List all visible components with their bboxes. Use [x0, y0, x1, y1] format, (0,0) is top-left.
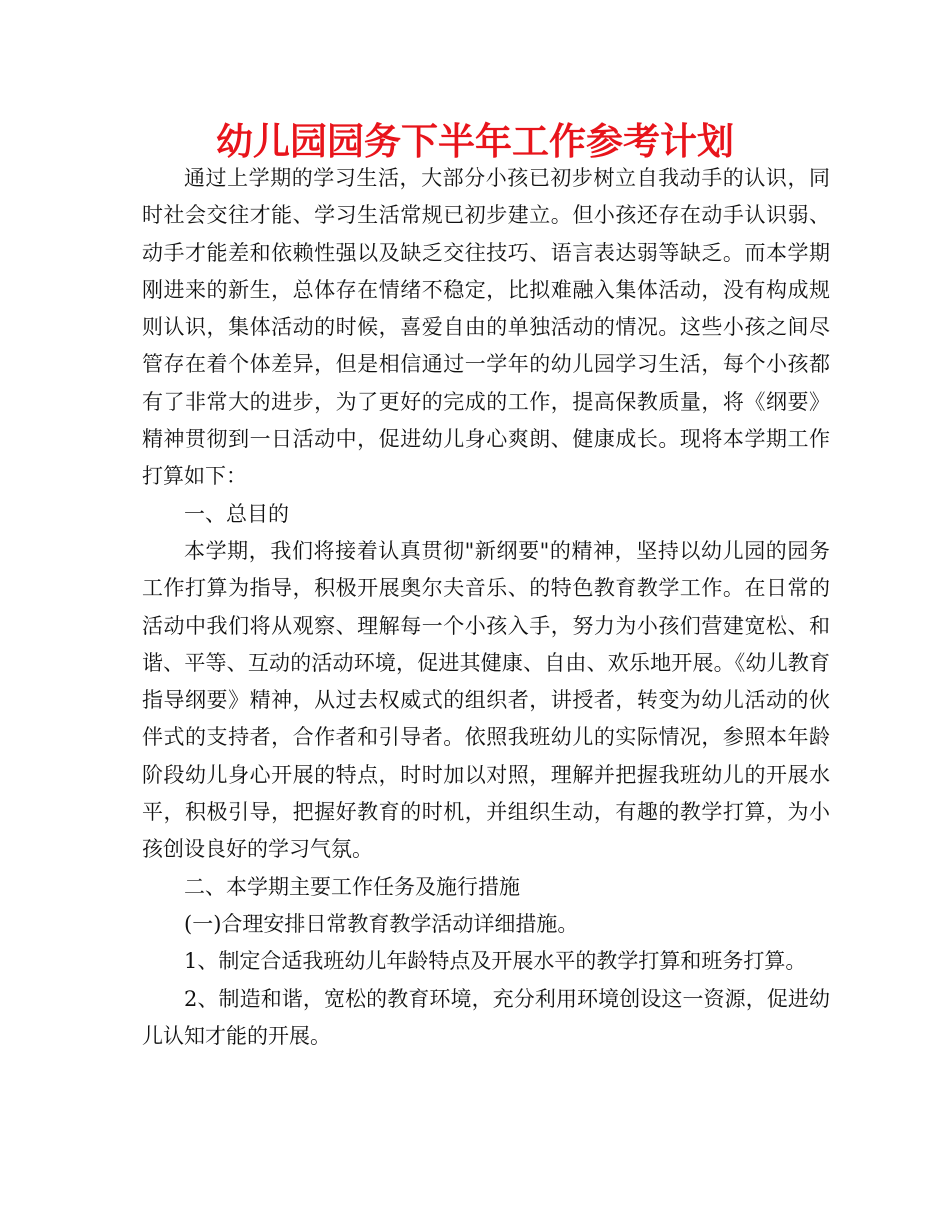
paragraph-intro: 通过上学期的学习生活，大部分小孩已初步树立自我动手的认识，同时社会交往才能、学习生活常规已初步建立。但小孩还存在动手认识弱、动手才能差和依赖性强以及缺乏交往技巧、语言表达弱等缺乏。而本学期刚进来的新生，总体存在情绪不稳定，比拟难融入集体活动，没有构成规则认识，集体活动的时候，喜爱自由的单独活动的情况。这些小孩之间尽管存在着个体差异，但是相信通过一学年的幼儿园学习生活，每个小孩都有了非常大的进步，为了更好的完成的工作，提高保教质量，将《纲要》精神贯彻到一日活动中，促进幼儿身心爽朗、健康成长。现将本学期工作打算如下： [142, 166, 830, 489]
heading-general-goal: 一、总目的 [184, 501, 289, 526]
list-item-2: 2、制造和谐，宽松的教育环境，充分利用环境创设这一资源，促进幼儿认知才能的开展。 [142, 986, 830, 1048]
document-body [142, 160, 830, 1055]
list-item-1: 1、制定合适我班幼儿年龄特点及开展水平的教学打算和班务打算。 [184, 949, 807, 974]
document-title: 幼儿园园务下半年工作参考计划 [216, 120, 734, 163]
subheading-daily-activities: (一)合理安排日常教育教学活动详细措施。 [184, 911, 579, 936]
heading-main-tasks: 二、本学期主要工作任务及施行措施 [184, 874, 520, 899]
paragraph-goal: 本学期，我们将接着认真贯彻"新纲要"的精神，坚持以幼儿园的园务工作打算为指导，积极开展奥尔夫音乐、的特色教育教学工作。在日常的活动中我们将从观察、理解每一个小孩入手，努力为小孩们营建宽松、和谐、平等、互动的活动环境，促进其健康、自由、欢乐地开展。《幼儿教育指导纲要》精神，从过去权威式的组织者，讲授者，转变为幼儿活动的伙伴式的支持者，合作者和引导者。依照我班幼儿的实际情况，参照本年龄阶段幼儿身心开展的特点，时时加以对照，理解并把握我班幼儿的开展水平，积极引导，把握好教育的时机，并组织生动，有趣的教学打算，为小孩创设良好的学习气氛。 [142, 538, 830, 862]
